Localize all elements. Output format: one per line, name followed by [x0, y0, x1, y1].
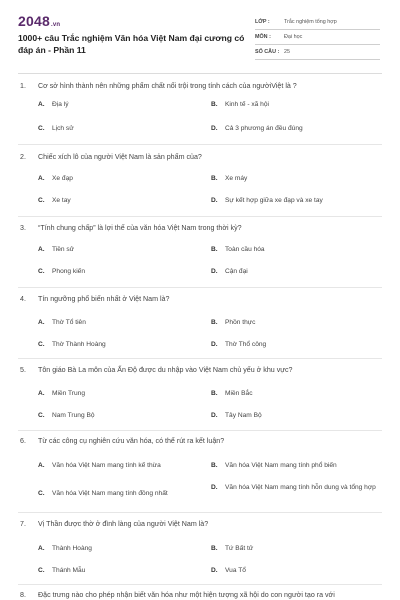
meta-row-class — [255, 15, 380, 30]
question-text: 7. Vị Thần được thờ ở đình làng của người Việt Nam là? — [20, 520, 209, 528]
option-b[interactable]: B. Kinh tế - xã hội — [211, 101, 269, 108]
meta-label: SỐ CÂU : — [255, 49, 280, 55]
option-c[interactable]: C. Thờ Thành Hoàng — [38, 341, 106, 348]
option-b[interactable]: B. Miền Bắc — [211, 390, 253, 397]
option-d[interactable]: D. Cận đại — [211, 268, 248, 275]
option-d[interactable]: D. Sự kết hợp giữa xe đạp và xe tay — [211, 197, 323, 204]
option-b[interactable]: B. Văn hóa Việt Nam mang tính phổ biến — [211, 462, 337, 469]
option-b[interactable]: B. Toàn cầu hóa — [211, 246, 265, 253]
option-b[interactable]: B. Phồn thực — [211, 319, 256, 326]
document-meta — [255, 15, 380, 60]
option-d[interactable]: D. Thờ Thổ công — [211, 341, 267, 348]
question-divider — [18, 430, 382, 431]
question-divider — [18, 584, 382, 585]
meta-value: 25 — [284, 49, 290, 55]
question-text: 2. Chiếc xích lô của người Việt Nam là sản phẩm của? — [20, 153, 202, 161]
question-divider — [18, 287, 382, 288]
meta-value: Trắc nghiệm tổng hợp — [284, 19, 337, 25]
question-text: 4. Tín ngưỡng phổ biến nhất ở Việt Nam là? — [20, 295, 170, 303]
option-d[interactable]: D. Văn hóa Việt Nam mang tính hỗn dung và tổng hợp — [211, 484, 376, 491]
option-a[interactable]: A. Thành Hoàng — [38, 545, 92, 552]
meta-row-count — [255, 45, 380, 60]
document-header — [0, 0, 400, 70]
option-b[interactable]: B. Xe máy — [211, 175, 248, 182]
meta-value: Đại học — [284, 34, 303, 40]
option-b[interactable]: B. Tứ Bất tử — [211, 545, 254, 552]
option-c[interactable]: C. Xe tay — [38, 197, 71, 204]
question-divider — [18, 512, 382, 513]
question-divider — [18, 144, 382, 145]
question-text: 3. “Tính chung chấp” là lợi thế của văn hóa Việt Nam trong thời kỳ? — [20, 224, 242, 232]
option-c[interactable]: C. Văn hóa Việt Nam mang tính đồng nhất — [38, 490, 168, 497]
question-text: 6. Từ các công cụ nghiên cứu văn hóa, có thể rút ra kết luận? — [20, 437, 225, 445]
option-a[interactable]: A. Miền Trung — [38, 390, 85, 397]
question-text: 1. Cơ sở hình thành nên những phẩm chất nổi trội trong tính cách của ngườiViệt là ? — [20, 82, 297, 90]
option-a[interactable]: A. Địa lý — [38, 101, 69, 108]
option-c[interactable]: C. Nam Trung Bộ — [38, 412, 95, 419]
logo-main: 2048 — [18, 13, 50, 29]
meta-label: MÔN : — [255, 34, 271, 40]
option-a[interactable]: A. Xe đạp — [38, 175, 73, 182]
option-c[interactable]: C. Lịch sử — [38, 125, 74, 132]
option-d[interactable]: D. Cả 3 phương án đều đúng — [211, 125, 303, 132]
option-c[interactable]: C. Thánh Mẫu — [38, 567, 86, 574]
question-divider — [18, 358, 382, 359]
site-logo[interactable] — [18, 13, 60, 29]
question-divider — [18, 216, 382, 217]
question-text: 8. Đặc trưng nào cho phép nhận biết văn hóa như một hiện tượng xã hội do con người tạo ra với — [20, 591, 335, 599]
logo-sub: .vn — [50, 22, 61, 28]
question-text: 5. Tôn giáo Bà La môn của Ấn Độ được du nhập vào Việt Nam chủ yếu ở khu vực? — [20, 366, 293, 374]
option-a[interactable]: A. Tiền sử — [38, 246, 75, 253]
option-d[interactable]: D. Tây Nam Bộ — [211, 412, 262, 419]
meta-label: LỚP : — [255, 19, 270, 25]
option-c[interactable]: C. Phong kiến — [38, 268, 85, 275]
option-d[interactable]: D. Vua Tổ — [211, 567, 246, 574]
option-a[interactable]: A. Thờ Tổ tiên — [38, 319, 86, 326]
document-title: 1000+ câu Trắc nghiệm Văn hóa Việt Nam đại cương có đáp án - Phần 11 — [18, 33, 245, 55]
header-divider — [18, 73, 382, 74]
meta-row-subject — [255, 30, 380, 45]
option-a[interactable]: A. Văn hóa Việt Nam mang tính kế thừa — [38, 462, 161, 469]
